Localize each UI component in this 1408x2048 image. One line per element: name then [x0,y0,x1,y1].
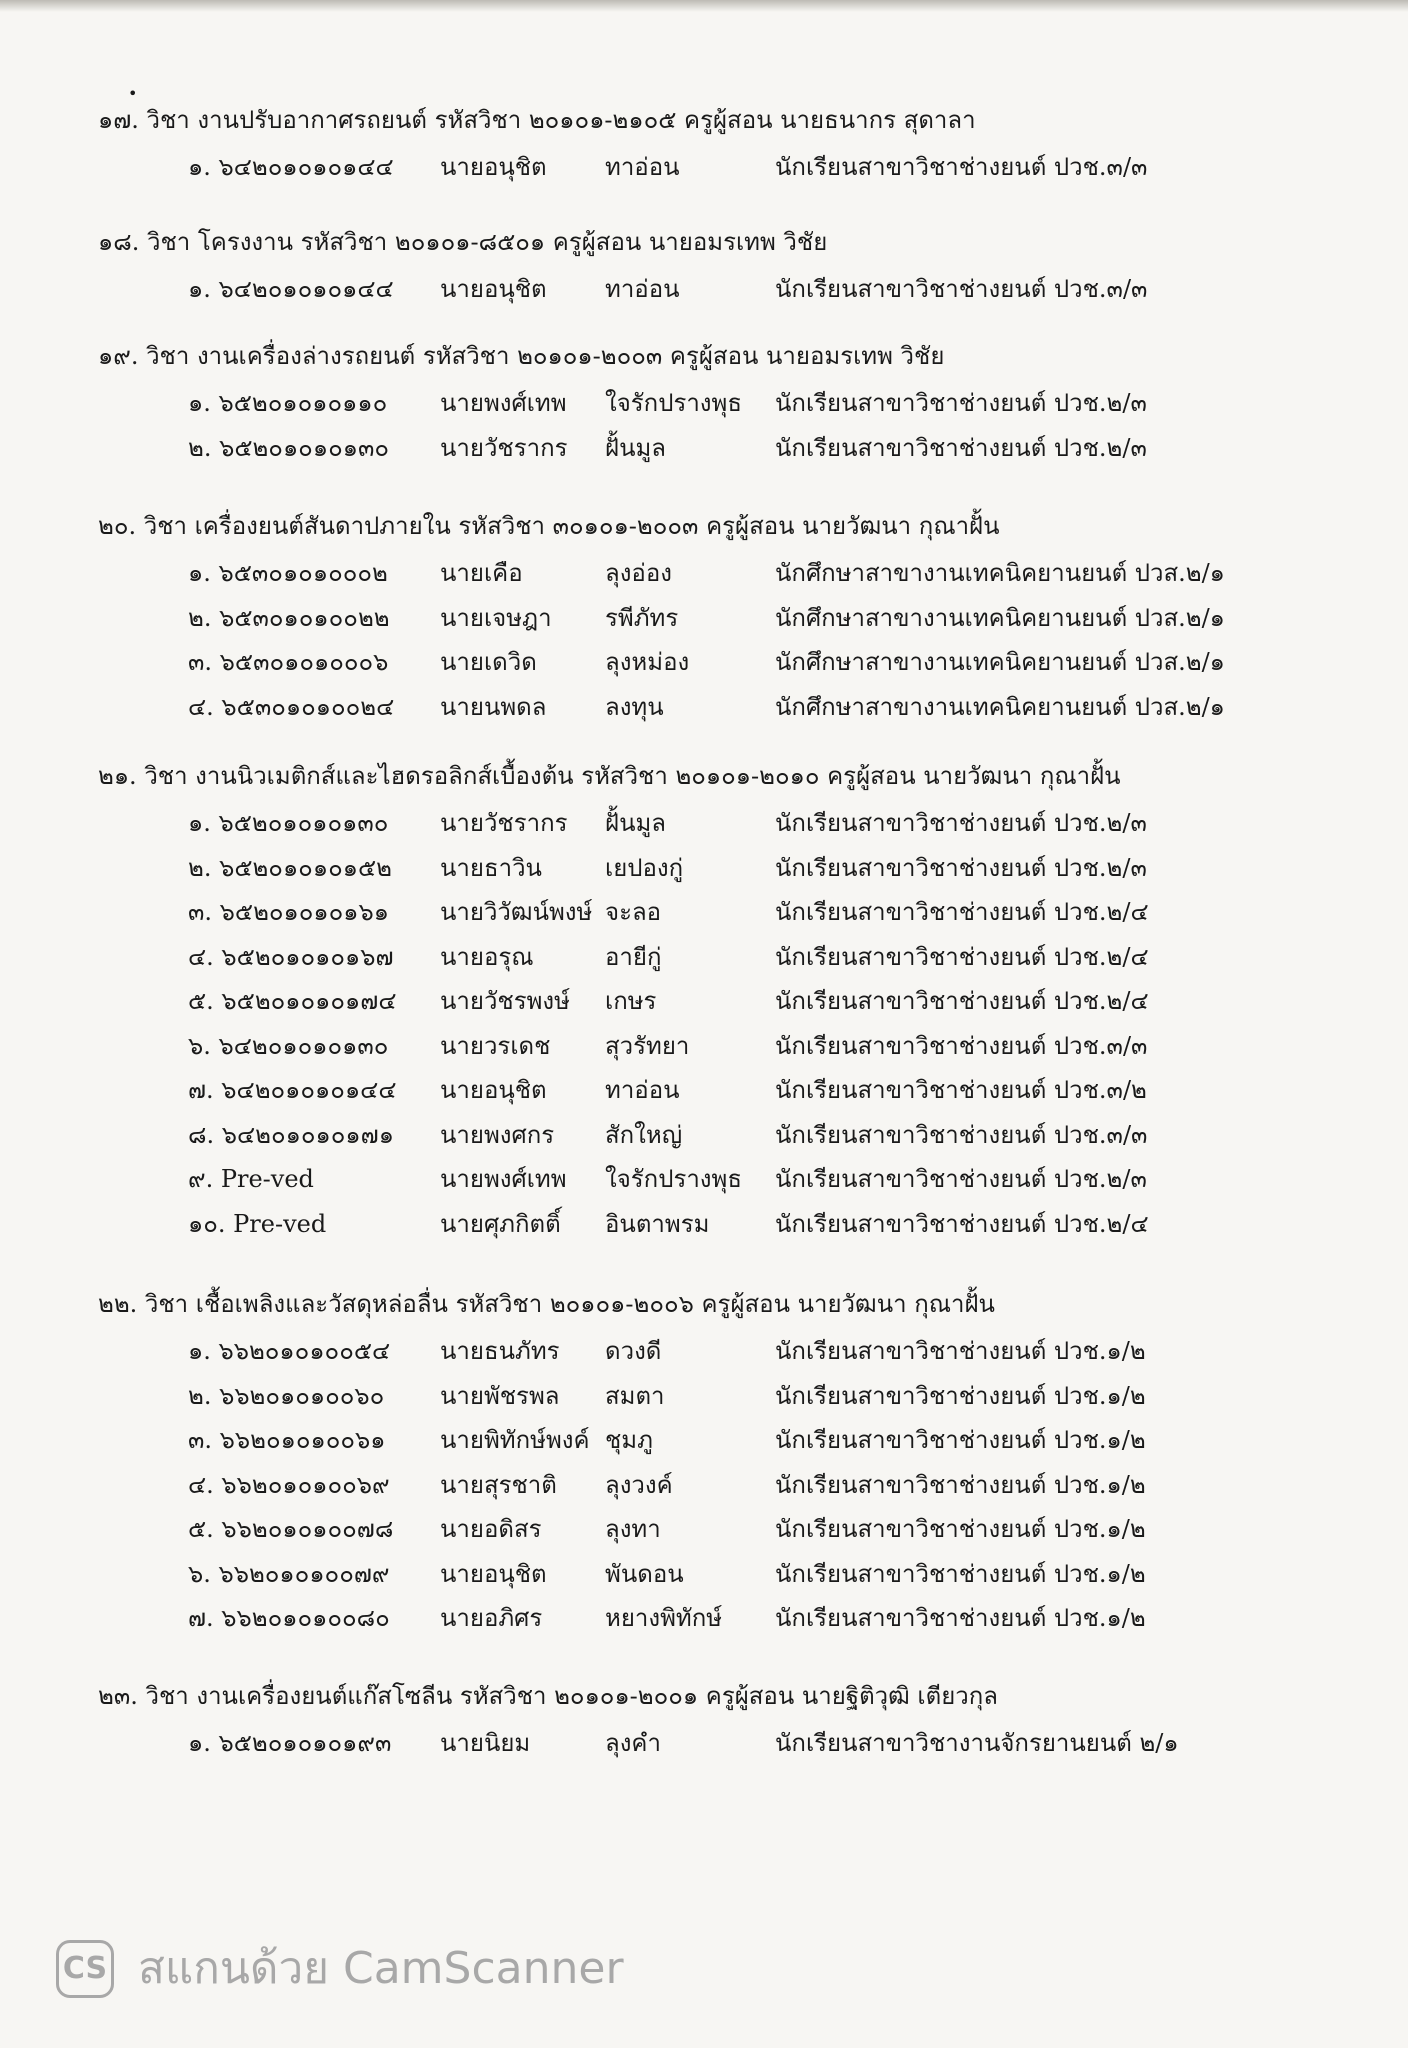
student-first-name: นายอดิสร [440,1515,542,1543]
student-row [0,1464,1408,1506]
student-first-name: นายพัชรพล [440,1381,560,1410]
student-first-name: นายวัชรากร [440,809,568,837]
student-row [0,597,1408,639]
student-class: นักเรียนสาขาวิชาช่างยนต์ ปวช.๒/๓ [775,433,1147,462]
student-last-name: ลุงวงค์ [605,1470,673,1499]
student-id: ๙. Pre-ved [188,1165,314,1193]
student-last-name: อินตาพรม [605,1209,710,1238]
student-id: ๔. ๖๕๓๐๑๐๑๐๐๒๔ [188,692,395,721]
student-class: นักเรียนสาขาวิชาช่างยนต์ ปวช.๑/๒ [775,1426,1146,1454]
student-class: นักเรียนสาขาวิชางานจักรยานยนต์ ๒/๑ [775,1729,1179,1757]
student-id: ๖. ๖๔๒๐๑๐๑๐๑๓๐ [188,1031,389,1060]
student-row [0,552,1408,594]
student-id: ๑. ๖๔๒๐๑๐๑๐๑๔๔ [188,275,394,303]
student-class: นักศึกษาสาขางานเทคนิคยานยนต์ ปวส.๒/๑ [775,603,1225,632]
student-last-name: สักใหญ่ [605,1120,683,1149]
student-first-name: นายพิทักษ์พงค์ [440,1426,590,1454]
student-row [0,1069,1408,1111]
student-last-name: ทาอ่อน [605,275,680,303]
camscanner-logo-icon: CS [56,1940,114,1998]
student-last-name: ทาอ่อน [605,153,680,181]
student-class: นักเรียนสาขาวิชาช่างยนต์ ปวช.๒/๓ [775,809,1147,837]
student-id: ๑. ๖๔๒๐๑๐๑๐๑๔๔ [188,153,394,181]
student-row [0,641,1408,683]
student-id: ๒. ๖๕๒๐๑๐๑๐๑๕๒ [188,853,392,882]
student-first-name: นายพงศ์เทพ [440,389,567,417]
student-id: ๗. ๖๖๒๐๑๐๑๐๐๘๐ [188,1604,390,1632]
student-row [0,1025,1408,1067]
student-row [0,1419,1408,1461]
student-last-name: ใจรักปรางพุธ [605,1165,742,1193]
student-row [0,980,1408,1022]
student-first-name: นายเคือ [440,559,523,587]
student-first-name: นายสุรชาติ [440,1470,557,1499]
student-class: นักเรียนสาขาวิชาช่างยนต์ ปวช.๑/๒ [775,1337,1146,1365]
student-last-name: เยปองกู่ [605,853,684,882]
student-id: ๒. ๖๕๓๐๑๐๑๐๐๒๒ [188,603,390,632]
student-class: นักศึกษาสาขางานเทคนิคยานยนต์ ปวส.๒/๑ [775,648,1225,676]
student-row [0,427,1408,469]
student-row [0,847,1408,889]
student-last-name: รพีภัทร [605,603,679,632]
student-last-name: ฝั้นมูล [605,433,666,462]
student-row [0,1722,1408,1764]
camscanner-watermark: สแกนด้วย CamScanner [138,1943,624,1994]
student-row [0,1597,1408,1639]
student-first-name: นายธนภัทร [440,1337,560,1365]
student-first-name: นายพงศกร [440,1120,555,1149]
student-last-name: ลุงอ่อง [605,559,672,587]
student-last-name: อายีกู่ [605,942,662,971]
student-class: นักเรียนสาขาวิชาช่างยนต์ ปวช.๒/๓ [775,853,1147,882]
student-last-name: ใจรักปรางพุธ [605,389,742,417]
student-last-name: สมตา [605,1381,665,1410]
student-first-name: นายเจษฎา [440,603,552,632]
student-id: ๔. ๖๖๒๐๑๐๑๐๐๖๙ [188,1470,390,1499]
student-first-name: นายศุภกิตติ์ [440,1209,561,1238]
student-class: นักเรียนสาขาวิชาช่างยนต์ ปวช.๓/๓ [775,153,1148,181]
student-id: ๑. ๖๕๒๐๑๐๑๐๑๑๐ [188,389,388,417]
student-first-name: นายวัชรากร [440,433,568,462]
student-first-name: นายอนุชิต [440,1076,547,1104]
student-last-name: ลุงทา [605,1515,661,1543]
student-row [0,686,1408,728]
student-class: นักเรียนสาขาวิชาช่างยนต์ ปวช.๒/๔ [775,1209,1149,1238]
student-class: นักเรียนสาขาวิชาช่างยนต์ ปวช.๒/๔ [775,942,1149,971]
student-class: นักเรียนสาขาวิชาช่างยนต์ ปวช.๑/๒ [775,1470,1146,1499]
student-id: ๑. ๖๕๓๐๑๐๑๐๐๐๒ [188,559,388,587]
course-title: ๑๗. วิชา งานปรับอากาศรถยนต์ รหัสวิชา ๒๐๑๐๑-๒๑๐๕ ครูผู้สอน นายธนากร สุดาลา [98,106,976,134]
student-id: ๓. ๖๕๒๐๑๐๑๐๑๖๑ [188,898,389,926]
student-first-name: นายวัชรพงษ์ [440,987,570,1015]
course-title: ๑๙. วิชา งานเครื่องล่างรถยนต์ รหัสวิชา ๒๐๑๐๑-๒๐๐๓ ครูผู้สอน นายอมรเทพ วิชัย [98,342,945,370]
student-id: ๘. ๖๔๒๐๑๐๑๐๑๗๑ [188,1120,394,1149]
student-id: ๑. ๖๖๒๐๑๐๑๐๐๕๔ [188,1337,391,1365]
student-first-name: นายอรุณ [440,942,534,971]
student-class: นักเรียนสาขาวิชาช่างยนต์ ปวช.๒/๓ [775,389,1147,417]
student-row [0,382,1408,424]
student-id: ๑๐. Pre-ved [188,1209,327,1238]
student-id: ๓. ๖๖๒๐๑๐๑๐๐๖๑ [188,1426,386,1454]
student-id: ๑. ๖๕๒๐๑๐๑๐๑๙๓ [188,1729,392,1757]
student-last-name: ลงทุน [605,692,664,721]
student-row [0,891,1408,933]
student-id: ๔. ๖๕๒๐๑๐๑๐๑๖๗ [188,942,394,971]
student-class: นักเรียนสาขาวิชาช่างยนต์ ปวช.๒/๔ [775,898,1149,926]
student-class: นักเรียนสาขาวิชาช่างยนต์ ปวช.๑/๒ [775,1604,1146,1632]
student-row [0,1508,1408,1550]
student-class: นักศึกษาสาขางานเทคนิคยานยนต์ ปวส.๒/๑ [775,559,1225,587]
student-row [0,1330,1408,1372]
student-first-name: นายเดวิด [440,648,537,676]
student-id: ๕. ๖๖๒๐๑๐๑๐๐๗๘ [188,1515,394,1543]
student-class: นักเรียนสาขาวิชาช่างยนต์ ปวช.๑/๒ [775,1515,1146,1543]
student-id: ๖. ๖๖๒๐๑๐๑๐๐๗๙ [188,1559,390,1588]
student-row [0,1375,1408,1417]
student-last-name: ฝั้นมูล [605,809,666,837]
student-class: นักเรียนสาขาวิชาช่างยนต์ ปวช.๑/๒ [775,1559,1146,1588]
student-class: นักเรียนสาขาวิชาช่างยนต์ ปวช.๓/๒ [775,1076,1147,1104]
student-first-name: นายนิยม [440,1729,531,1757]
student-row [0,146,1408,188]
course-title: ๑๘. วิชา โครงงาน รหัสวิชา ๒๐๑๐๑-๘๕๐๑ ครูผู้สอน นายอมรเทพ วิชัย [98,228,828,256]
student-row [0,1114,1408,1156]
student-first-name: นายพงศ์เทพ [440,1165,567,1193]
student-class: นักเรียนสาขาวิชาช่างยนต์ ปวช.๓/๓ [775,1120,1148,1149]
student-id: ๒. ๖๖๒๐๑๐๑๐๐๖๐ [188,1381,385,1410]
student-last-name: พันดอน [605,1559,684,1588]
student-id: ๗. ๖๔๒๐๑๐๑๐๑๔๔ [188,1076,397,1104]
student-first-name: นายธาวิน [440,853,542,882]
student-first-name: นายอภิศร [440,1604,543,1632]
student-id: ๑. ๖๕๒๐๑๐๑๐๑๓๐ [188,809,389,837]
student-row [0,1158,1408,1200]
course-title: ๒๐. วิชา เครื่องยนต์สันดาปภายใน รหัสวิชา ๓๐๑๐๑-๒๐๐๓ ครูผู้สอน นายวัฒนา กุณาฝั้น [98,512,1000,540]
student-row [0,268,1408,310]
student-first-name: นายวรเดช [440,1031,551,1060]
course-title: ๒๒. วิชา เชื้อเพลิงและวัสดุหล่อลื่น รหัสวิชา ๒๐๑๐๑-๒๐๐๖ ครูผู้สอน นายวัฒนา กุณาฝั้น [98,1290,995,1318]
stray-dot: • [128,84,138,103]
student-row [0,1203,1408,1245]
student-row [0,1553,1408,1595]
student-row [0,802,1408,844]
student-class: นักเรียนสาขาวิชาช่างยนต์ ปวช.๑/๒ [775,1381,1146,1410]
student-row [0,936,1408,978]
student-last-name: หยางพิทักษ์ [605,1604,723,1632]
student-last-name: จะลอ [605,898,662,926]
student-last-name: สุวรัทยา [605,1031,690,1060]
student-last-name: ดวงดี [605,1337,662,1365]
student-class: นักเรียนสาขาวิชาช่างยนต์ ปวช.๓/๓ [775,1031,1148,1060]
course-title: ๒๑. วิชา งานนิวเมติกส์และไฮดรอลิกส์เบื้องต้น รหัสวิชา ๒๐๑๐๑-๒๐๑๐ ครูผู้สอน นายวัฒนา กุณาฝั้น [98,762,1121,790]
student-first-name: นายอนุชิต [440,153,547,181]
student-class: นักเรียนสาขาวิชาช่างยนต์ ปวช.๒/๓ [775,1165,1147,1193]
student-class: นักเรียนสาขาวิชาช่างยนต์ ปวช.๓/๓ [775,275,1148,303]
student-last-name: ลุงหม่อง [605,648,690,676]
student-last-name: ทาอ่อน [605,1076,680,1104]
student-first-name: นายอนุชิต [440,1559,547,1588]
student-first-name: นายอนุชิต [440,275,547,303]
student-last-name: ชุมภู [605,1426,653,1454]
student-id: ๒. ๖๕๒๐๑๐๑๐๑๓๐ [188,433,389,462]
student-class: นักศึกษาสาขางานเทคนิคยานยนต์ ปวส.๒/๑ [775,692,1225,721]
student-last-name: เกษร [605,987,657,1015]
student-first-name: นายนพดล [440,692,547,721]
student-id: ๕. ๖๕๒๐๑๐๑๐๑๗๔ [188,987,397,1015]
student-first-name: นายวิวัฒน์พงษ์ [440,898,593,926]
student-id: ๓. ๖๕๓๐๑๐๑๐๐๐๖ [188,648,389,676]
student-last-name: ลุงคำ [605,1729,661,1757]
student-class: นักเรียนสาขาวิชาช่างยนต์ ปวช.๒/๔ [775,987,1149,1015]
course-title: ๒๓. วิชา งานเครื่องยนต์แก๊สโซลีน รหัสวิชา ๒๐๑๐๑-๒๐๐๑ ครูผู้สอน นายฐิติวุฒิ เตียวกุล [98,1682,998,1710]
